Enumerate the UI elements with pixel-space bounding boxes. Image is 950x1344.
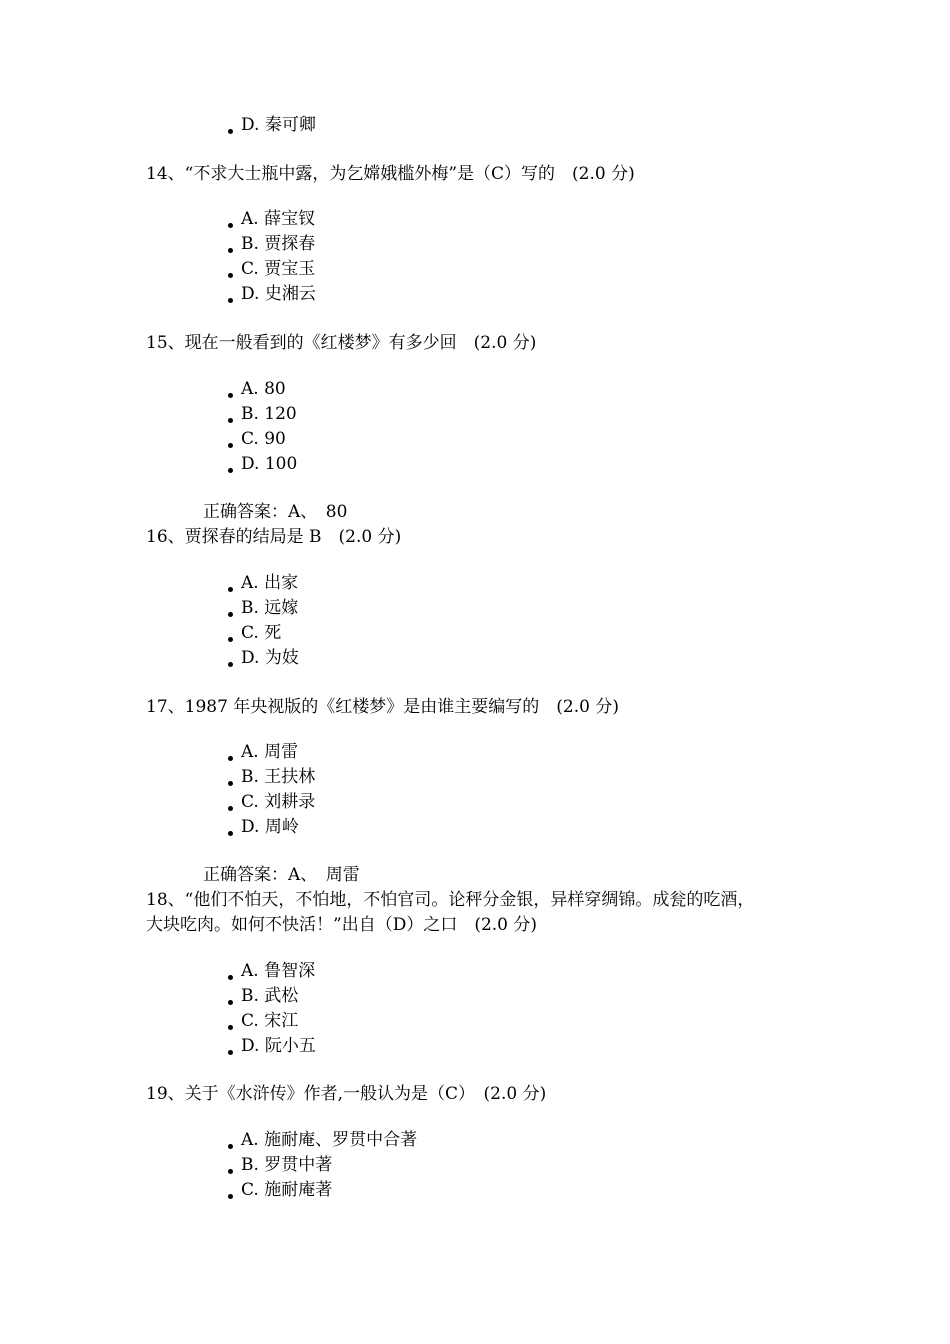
option-text: D. 100	[241, 454, 298, 474]
option-13-d	[228, 113, 316, 138]
option-14-b	[228, 232, 315, 257]
option-text: C. 死	[241, 623, 282, 643]
option-text: B. 远嫁	[241, 598, 299, 618]
option-text: A. 鲁智深	[241, 961, 316, 981]
option-17-d	[228, 815, 299, 840]
option-18-c	[228, 1009, 298, 1034]
option-text: B. 王扶林	[241, 767, 316, 787]
option-text: A. 出家	[241, 573, 299, 593]
bullet-icon	[228, 393, 233, 398]
bullet-icon	[228, 806, 233, 811]
option-text: C. 90	[241, 429, 286, 449]
bullet-icon	[228, 1000, 233, 1005]
option-text: D. 阮小五	[241, 1036, 316, 1056]
bullet-icon	[228, 1169, 233, 1174]
option-text: B. 贾探春	[241, 234, 316, 254]
bullet-icon	[228, 129, 233, 134]
bullet-icon	[228, 975, 233, 980]
question-18-line-2: 大块吃肉。如何不快活！”出自（D）之口 (2.0 分)	[146, 915, 538, 935]
correct-answer-15: 正确答案：A、 80	[203, 502, 348, 522]
question-15: 15、现在一般看到的《红楼梦》有多少回 (2.0 分)	[146, 333, 537, 353]
option-text: D. 为妓	[241, 648, 299, 668]
correct-answer-17: 正确答案：A、 周雷	[203, 865, 360, 885]
option-17-a	[228, 740, 298, 765]
option-text: D. 周岭	[241, 817, 299, 837]
option-text: B. 武松	[241, 986, 299, 1006]
bullet-icon	[228, 418, 233, 423]
option-17-c	[228, 790, 315, 815]
option-14-d	[228, 282, 316, 307]
option-text: C. 刘耕录	[241, 792, 316, 812]
option-15-b	[228, 402, 297, 427]
option-text: A. 周雷	[241, 742, 299, 762]
option-text: B. 120	[241, 404, 297, 424]
question-14: 14、“不求大士瓶中露，为乞嫦娥槛外梅”是（C）写的 (2.0 分)	[146, 164, 635, 184]
option-15-c	[228, 427, 286, 452]
bullet-icon	[228, 1050, 233, 1055]
option-text: C. 宋江	[241, 1011, 299, 1031]
bullet-icon	[228, 248, 233, 253]
bullet-icon	[228, 831, 233, 836]
bullet-icon	[228, 1025, 233, 1030]
option-14-a	[228, 207, 315, 232]
option-18-d	[228, 1034, 316, 1059]
bullet-icon	[228, 1144, 233, 1149]
option-16-b	[228, 596, 298, 621]
option-text: A. 薛宝钗	[241, 209, 316, 229]
bullet-icon	[228, 273, 233, 278]
bullet-icon	[228, 662, 233, 667]
option-text: C. 施耐庵著	[241, 1180, 333, 1200]
bullet-icon	[228, 637, 233, 642]
option-17-b	[228, 765, 315, 790]
option-14-c	[228, 257, 315, 282]
bullet-icon	[228, 468, 233, 473]
bullet-icon	[228, 443, 233, 448]
option-text: A. 80	[241, 379, 286, 399]
option-15-a	[228, 377, 286, 402]
bullet-icon	[228, 756, 233, 761]
option-text: C. 贾宝玉	[241, 259, 316, 279]
option-16-a	[228, 571, 298, 596]
question-16: 16、贾探春的结局是 B (2.0 分)	[146, 527, 402, 547]
bullet-icon	[228, 1194, 233, 1199]
option-text: A. 施耐庵、罗贯中合著	[241, 1130, 418, 1150]
option-19-c	[228, 1178, 332, 1203]
option-text: D. 秦可卿	[241, 115, 316, 135]
bullet-icon	[228, 781, 233, 786]
bullet-icon	[228, 612, 233, 617]
option-18-b	[228, 984, 298, 1009]
option-text: B. 罗贯中著	[241, 1155, 333, 1175]
option-19-b	[228, 1153, 332, 1178]
question-19: 19、关于《水浒传》作者,一般认为是（C） (2.0 分)	[146, 1084, 547, 1104]
option-16-c	[228, 621, 281, 646]
question-17: 17、1987 年央视版的《红楼梦》是由谁主要编写的 (2.0 分)	[146, 697, 620, 717]
option-19-a	[228, 1128, 417, 1153]
bullet-icon	[228, 298, 233, 303]
option-text: D. 史湘云	[241, 284, 316, 304]
option-16-d	[228, 646, 299, 671]
option-18-a	[228, 959, 315, 984]
bullet-icon	[228, 587, 233, 592]
option-15-d	[228, 452, 297, 477]
question-18-line-1: 18、“他们不怕天，不怕地，不怕官司。论秤分金银，异样穿绸锦。成瓮的吃酒，	[146, 890, 755, 910]
bullet-icon	[228, 223, 233, 228]
